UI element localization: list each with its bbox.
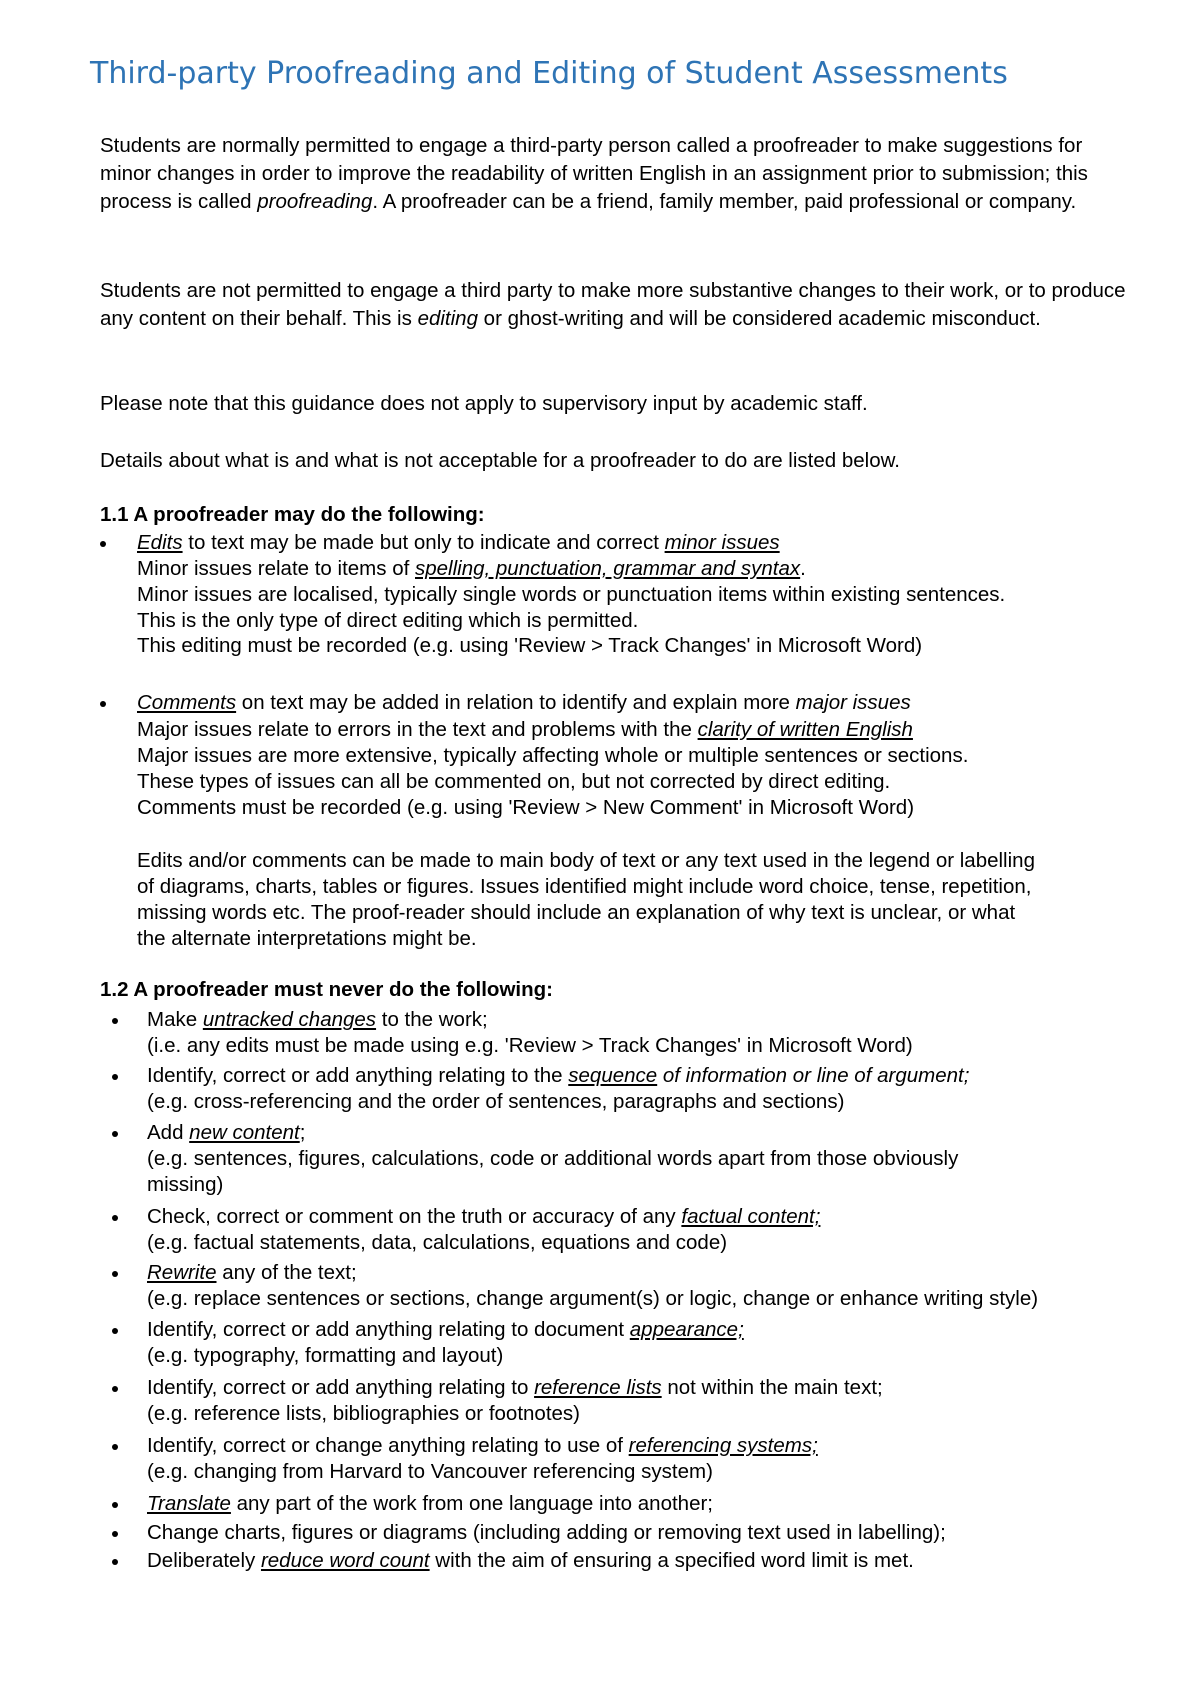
bullet-dot: [112, 1074, 118, 1080]
intro-paragraph-supervisory: Please note that this guidance does not apply to supervisory input by academic staff.: [100, 392, 868, 415]
comments-paragraph-line: the alternate interpretations might be.: [137, 927, 477, 950]
never-list-item: Check, correct or comment on the truth or accuracy of any factual content;: [147, 1205, 821, 1228]
bullet-dot: [112, 1531, 118, 1537]
never-list-item-detail: (e.g. factual statements, data, calculations, equations and code): [147, 1231, 728, 1254]
bullet-dot: [112, 1271, 118, 1277]
bullet-dot: [100, 541, 106, 547]
comments-line: Comments must be recorded (e.g. using 'Review > New Comment' in Microsoft Word): [137, 796, 915, 819]
never-list-item-detail: (e.g. typography, formatting and layout): [147, 1344, 504, 1367]
bullet-dot: [112, 1386, 118, 1392]
never-list-item: Identify, correct or add anything relating to reference lists not within the main text;: [147, 1376, 883, 1399]
comments-paragraph-line: of diagrams, charts, tables or figures. Issues identified might include word choice, tense, repetition,: [137, 875, 1032, 898]
intro-paragraph-editing: Students are not permitted to engage a third party to make more substantive changes to their work, or to produce any content on their behalf. This is editing or ghost-writing and will be considered academic misconduct.: [100, 279, 1126, 330]
never-list-item: Make untracked changes to the work;: [147, 1008, 488, 1031]
section-heading-may: 1.1 A proofreader may do the following:: [100, 503, 485, 526]
bullet-dot: [112, 1131, 118, 1137]
edits-line: Minor issues are localised, typically single words or punctuation items within existing sentences.: [137, 583, 1006, 606]
never-list-item-detail: missing): [147, 1173, 224, 1196]
never-list-item-detail: (e.g. cross-referencing and the order of sentences, paragraphs and sections): [147, 1090, 845, 1113]
intro-paragraph-details: Details about what is and what is not acceptable for a proofreader to do are listed below.: [100, 449, 900, 472]
never-list-item-detail: (e.g. changing from Harvard to Vancouver referencing system): [147, 1460, 713, 1483]
comments-paragraph-line: missing words etc. The proof-reader should include an explanation of why text is unclear, or what: [137, 901, 1016, 924]
never-list-item-detail: (e.g. replace sentences or sections, change argument(s) or logic, change or enhance writing style): [147, 1287, 1039, 1310]
never-list-item: Identify, correct or add anything relating to document appearance;: [147, 1318, 744, 1341]
bullet-dot: [112, 1502, 118, 1508]
section-heading-must-never: 1.2 A proofreader must never do the following:: [100, 978, 553, 1001]
edits-line: This editing must be recorded (e.g. using 'Review > Track Changes' in Microsoft Word): [137, 634, 923, 657]
comments-bullet: Comments on text may be added in relation to identify and explain more major issues: [137, 691, 911, 714]
comments-paragraph-line: Edits and/or comments can be made to main body of text or any text used in the legend or labelling: [137, 849, 1035, 872]
page-title: Third-party Proofreading and Editing of Student Assessments: [90, 56, 1008, 91]
never-list-item: Identify, correct or change anything relating to use of referencing systems;: [147, 1434, 818, 1457]
comments-line: Major issues are more extensive, typically affecting whole or multiple sentences or sections.: [137, 744, 969, 767]
comments-line: These types of issues can all be commented on, but not corrected by direct editing.: [137, 770, 891, 793]
never-list-item-detail: (e.g. reference lists, bibliographies or footnotes): [147, 1402, 581, 1425]
bullet-dot: [112, 1018, 118, 1024]
never-list-item: Rewrite any of the text;: [147, 1261, 357, 1284]
comments-line: Major issues relate to errors in the text and problems with the clarity of written English: [137, 718, 913, 741]
never-list-item: Identify, correct or add anything relating to the sequence of information or line of argument;: [147, 1064, 970, 1087]
never-list-item-detail: (i.e. any edits must be made using e.g. 'Review > Track Changes' in Microsoft Word): [147, 1034, 913, 1057]
intro-paragraph-proofreading: Students are normally permitted to engage a third-party person called a proofreader to make suggestions for minor changes in order to improve the readability of written English in an assignment prior to submission; this process is called proofreading. A proofreader can be a friend, family member, paid professional or company.: [100, 134, 1088, 213]
bullet-dot: [112, 1444, 118, 1450]
never-list-item: Change charts, figures or diagrams (including adding or removing text used in labelling);: [147, 1521, 946, 1544]
bullet-dot: [112, 1215, 118, 1221]
bullet-dot: [100, 701, 106, 707]
edits-line: This is the only type of direct editing which is permitted.: [137, 609, 639, 632]
bullet-dot: [112, 1328, 118, 1334]
never-list-item: Add new content;: [147, 1121, 306, 1144]
edits-bullet: Edits to text may be made but only to indicate and correct minor issues: [137, 531, 780, 554]
bullet-dot: [112, 1559, 118, 1565]
never-list-item-detail: (e.g. sentences, figures, calculations, code or additional words apart from those obviously: [147, 1147, 959, 1170]
never-list-item: Deliberately reduce word count with the aim of ensuring a specified word limit is met.: [147, 1549, 914, 1572]
edits-line: Minor issues relate to items of spelling, punctuation, grammar and syntax.: [137, 557, 806, 580]
never-list-item: Translate any part of the work from one language into another;: [147, 1492, 713, 1515]
